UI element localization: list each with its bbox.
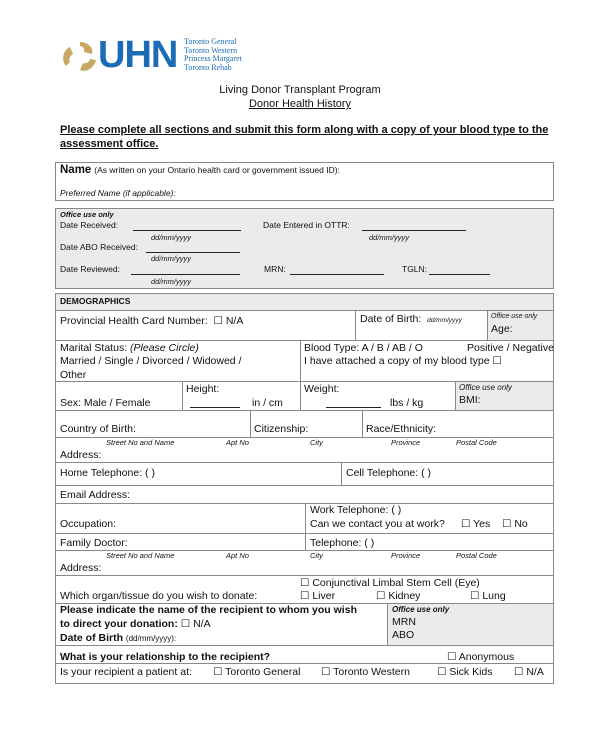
weight-field[interactable] <box>326 407 381 408</box>
recipient-abo-label: ABO <box>392 629 415 641</box>
contact-work-yes-checkbox[interactable]: ☐ Yes <box>461 518 491 530</box>
dob-field[interactable] <box>360 313 462 325</box>
mrn-field[interactable] <box>290 274 384 275</box>
bmi-label: BMI: <box>459 394 481 406</box>
date-entered-label: Date Entered in OTTR: <box>263 220 350 230</box>
address-col-province: Province <box>391 551 421 560</box>
organ-question: Which organ/tissue do you wish to donate: <box>60 590 258 602</box>
recipient-mrn-label: MRN <box>392 616 416 628</box>
sick-kids-checkbox[interactable]: ☐ Sick Kids <box>437 666 493 678</box>
site-name: Princess Margaret <box>184 54 242 63</box>
patient-na-checkbox[interactable]: ☐ N/A <box>514 666 544 678</box>
lung-checkbox[interactable]: ☐ Lung <box>470 590 506 602</box>
tgln-field[interactable] <box>429 274 490 275</box>
recipient-dob-format: (dd/mm/yyyy): <box>125 634 177 643</box>
mrn-label: MRN: <box>264 264 286 274</box>
address-field[interactable]: Address: <box>60 449 102 461</box>
office-use-label: Office use only <box>491 313 538 320</box>
height-label: Height: <box>186 383 220 395</box>
date-format-hint: dd/mm/yyyy <box>151 233 192 242</box>
date-format-hint: dd/mm/yyyy <box>151 277 192 286</box>
toronto-western-checkbox[interactable]: ☐ Toronto Western <box>321 666 410 678</box>
email-field[interactable]: Email Address: <box>60 489 131 501</box>
address-col-city: City <box>310 438 323 447</box>
demographics-header: DEMOGRAPHICS <box>60 296 131 306</box>
recipient-na-checkbox[interactable]: ☐ N/A <box>180 618 211 630</box>
patient-at-label: Is your recipient a patient at: <box>60 666 192 678</box>
toronto-general-checkbox[interactable]: ☐ Toronto General <box>213 666 301 678</box>
office-heading: Office use only <box>60 210 114 219</box>
address-col-postal: Postal Code <box>456 551 497 560</box>
cell-telephone-field[interactable]: Cell Telephone: ( ) <box>346 467 432 479</box>
dob-label: Date of Birth: <box>360 313 422 325</box>
contact-work-label: Can we contact you at work? <box>310 518 445 530</box>
office-use-label: Office use only <box>459 383 512 392</box>
address-col-apt: Apt No <box>226 551 249 560</box>
race-field[interactable]: Race/Ethnicity: <box>366 423 437 435</box>
health-card-label: Provincial Health Card Number: <box>60 315 208 327</box>
recipient-question: Please indicate the name of the recipient to whom you wish <box>60 604 357 616</box>
health-card-na-checkbox[interactable]: ☐ N/A <box>213 315 244 327</box>
recipient-dob-label: Date of Birth <box>60 632 123 644</box>
date-reviewed-label: Date Reviewed: <box>60 264 121 274</box>
site-name: Toronto Western <box>184 45 238 55</box>
tgln-label: TGLN: <box>402 264 428 274</box>
relationship-question[interactable]: What is your relationship to the recipient? <box>60 651 271 663</box>
occupation-field[interactable]: Occupation: <box>60 518 117 530</box>
rh-options[interactable]: Positive / Negative <box>467 342 554 354</box>
family-doctor-field[interactable]: Family Doctor: <box>60 537 128 549</box>
doctor-address-field[interactable]: Address: <box>60 562 102 574</box>
address-col-street: Street No and Name <box>106 438 175 447</box>
form-subtitle: Donor Health History <box>248 98 352 110</box>
office-use-label: Office use only <box>392 605 450 614</box>
address-col-apt: Apt No <box>226 438 249 447</box>
address-col-city: City <box>310 551 323 560</box>
anonymous-checkbox[interactable]: ☐ Anonymous <box>447 651 515 663</box>
kidney-checkbox[interactable]: ☐ Kidney <box>376 590 421 602</box>
date-abo-field[interactable] <box>146 252 240 253</box>
address-col-province: Province <box>391 438 421 447</box>
uhn-swirl-icon <box>58 38 102 76</box>
date-received-label: Date Received: <box>60 220 119 230</box>
height-field[interactable] <box>190 407 240 408</box>
health-card-field[interactable] <box>60 315 243 327</box>
marital-label: Marital Status: <box>60 342 128 354</box>
demographics-header-bg <box>56 294 553 310</box>
recipient-question-cont: to direct your donation: <box>60 618 178 630</box>
uhn-logo <box>58 34 242 79</box>
home-telephone-field[interactable]: Home Telephone: ( ) <box>60 467 155 479</box>
form-title: Living Donor Transplant Program <box>219 84 381 96</box>
date-abo-label: Date ABO Received: <box>60 242 138 252</box>
eye-checkbox[interactable]: ☐ Conjunctival Limbal Stem Cell (Eye) <box>300 577 480 589</box>
liver-checkbox[interactable]: ☐ Liver <box>300 590 336 602</box>
date-entered-field[interactable] <box>362 230 466 231</box>
marital-options[interactable]: Married / Single / Divorced / Widowed / <box>60 355 242 367</box>
weight-label: Weight: <box>304 383 340 395</box>
date-received-field[interactable] <box>133 230 241 231</box>
age-label: Age: <box>491 323 513 335</box>
date-format-hint: dd/mm/yyyy <box>369 233 410 242</box>
please-circle-hint: (Please Circle) <box>130 342 199 354</box>
logo-text: UHN <box>98 34 178 76</box>
instructions: Please complete all sections and submit this form along with a copy of your blood type to the assessment office. <box>60 124 549 150</box>
sex-options[interactable]: Sex: Male / Female <box>60 397 151 409</box>
name-hint: (As written on your Ontario health card or government issued ID): <box>94 165 340 175</box>
preferred-name-label: Preferred Name (if applicable): <box>60 188 176 198</box>
site-name: Toronto General <box>184 37 237 46</box>
site-name: Toronto Rehab <box>184 62 232 72</box>
work-telephone-field[interactable]: Work Telephone: ( ) <box>310 504 402 516</box>
height-unit: in / cm <box>252 397 283 409</box>
date-reviewed-field[interactable] <box>131 274 240 275</box>
date-format-hint: dd/mm/yyyy <box>151 254 192 263</box>
blood-type-options[interactable]: Blood Type: A / B / AB / O <box>304 342 423 354</box>
contact-work-no-checkbox[interactable]: ☐ No <box>502 518 528 530</box>
name-label: Name <box>60 164 92 176</box>
weight-unit: lbs / kg <box>390 397 424 409</box>
country-of-birth-field[interactable]: Country of Birth: <box>60 423 136 435</box>
marital-option-other[interactable]: Other <box>60 369 87 381</box>
dob-format: dd/mm/yyyy <box>427 317 462 324</box>
doctor-telephone-field[interactable]: Telephone: ( ) <box>310 537 375 549</box>
blood-type-attached-checkbox[interactable]: I have attached a copy of my blood type ☐ <box>304 355 502 367</box>
address-col-postal: Postal Code <box>456 438 497 447</box>
citizenship-field[interactable]: Citizenship: <box>254 423 309 435</box>
address-col-street: Street No and Name <box>106 551 175 560</box>
